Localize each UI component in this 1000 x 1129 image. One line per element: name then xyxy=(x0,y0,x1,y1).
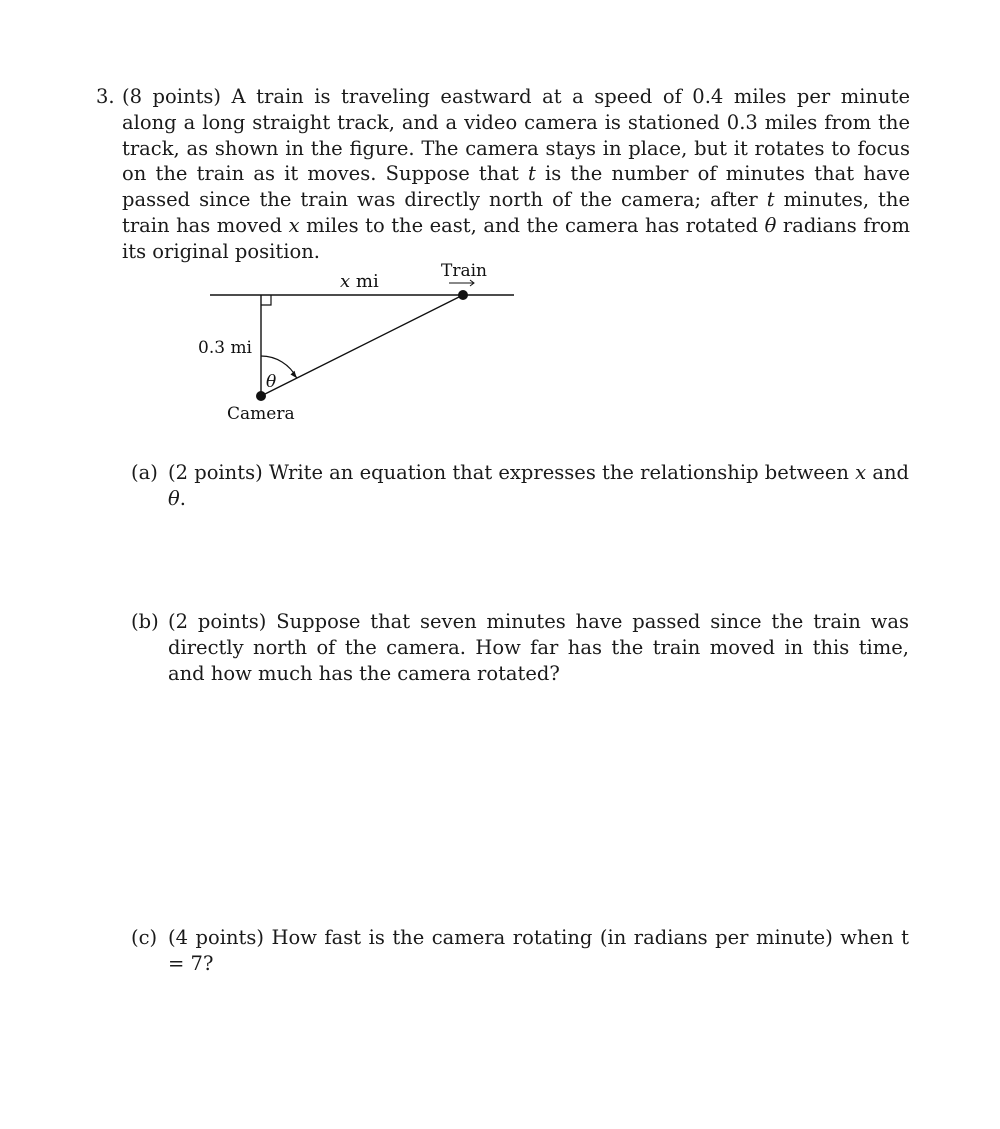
part-a-label: (a) xyxy=(131,461,158,484)
diagram-svg xyxy=(190,252,530,432)
label-camera: Camera xyxy=(227,404,295,424)
label-x-var: x xyxy=(340,271,351,292)
part-c-text: (4 points) How fast is the camera rotating (in radians per minute) when t = 7? xyxy=(168,926,909,975)
problem-text xyxy=(122,84,910,265)
label-distance: 0.3 mi xyxy=(198,338,252,358)
angle-arrowhead xyxy=(291,371,297,378)
variable-t: t xyxy=(766,188,775,212)
problem-text-part: miles to the east, and the camera has rotated xyxy=(299,213,765,237)
label-train: Train xyxy=(441,261,487,281)
problem-statement xyxy=(96,84,910,265)
train-point xyxy=(458,290,468,300)
part-b-label: (b) xyxy=(131,610,159,633)
question-part-c xyxy=(131,925,909,977)
variable-x: x xyxy=(288,213,300,237)
sight-line xyxy=(261,295,463,396)
variable-theta: θ xyxy=(764,213,777,237)
question-part-a xyxy=(131,460,909,512)
train-camera-diagram xyxy=(190,252,530,432)
label-x-unit: mi xyxy=(350,271,379,292)
part-a-text-part: . xyxy=(179,487,186,510)
part-a-text-part: (2 points) Write an equation that expresses the relationship between xyxy=(168,461,856,484)
problem-text-part: radians from its original position. xyxy=(122,213,911,263)
part-b-text: (2 points) Suppose that seven minutes have passed since the train was directly north of the camera. How far has the train moved in this time, and how much has the camera rotated? xyxy=(168,610,909,685)
right-angle-marker xyxy=(261,295,271,305)
variable-t: t xyxy=(527,162,536,186)
problem-text-part: minutes, the train has moved xyxy=(122,188,910,237)
camera-point xyxy=(256,391,266,401)
part-a-text-part: and xyxy=(866,461,910,484)
part-c-label: (c) xyxy=(131,926,158,949)
problem-text-part: (8 points) A train is traveling eastward at a speed of 0.4 miles per minute along a long straight track, and a video camera is stationed 0.3 miles from the track, as shown in the figure. The camera stays in place, but it rotates to focus on the train as it moves. Suppose that xyxy=(122,85,910,186)
problem-text-part: is the number of minutes that have passed since the train was directly north of the camera; after xyxy=(122,162,910,212)
question-part-b xyxy=(131,609,909,687)
variable-x: x xyxy=(855,461,867,484)
label-x-mi xyxy=(340,271,379,292)
label-theta: θ xyxy=(266,372,277,392)
part-a-text xyxy=(168,460,909,512)
problem-number: 3. xyxy=(96,85,115,108)
variable-theta: θ xyxy=(168,487,180,510)
